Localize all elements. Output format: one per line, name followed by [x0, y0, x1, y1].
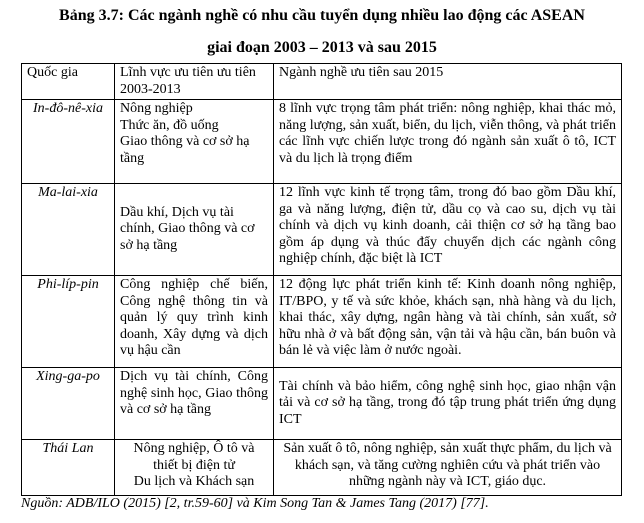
header-priority-2003-2013: Lĩnh vực ưu tiên ưu tiên 2003-2013: [115, 64, 274, 100]
sector-line: Nông nghiệp, Ô tô và thiết bị điện tử: [133, 441, 255, 473]
country-cell: Xing-ga-po: [22, 368, 115, 440]
header-country: Quốc gia: [22, 64, 115, 100]
sectors-cell: Công nghiệp chế biến, Công nghệ thông tin và quản lý quy trình kinh doanh, Xây dựng và dịch vụ hậu cần: [115, 276, 274, 368]
country-cell: Thái Lan: [22, 440, 115, 496]
sectors-cell: Dầu khí, Dịch vụ tài chính, Giao thông và cơ sở hạ tầng: [115, 184, 274, 276]
source-note: Nguồn: ADB/ILO (2015) [2, tr.59-60] và Kim Song Tan & James Tang (2017) [77].: [21, 496, 489, 511]
table-row: [22, 184, 622, 276]
table-row: [22, 368, 622, 440]
after-2015-cell: 12 động lực phát triển kinh tế: Kinh doanh nông nghiệp, IT/BPO, y tế và sức khỏe, khách sạn, nhà hàng và du lịch, khai thác, xây dựng, ngân hàng và tài chính, sản xuất, sở hữu nhà ở và bất động sản, vận tải và hậu cần, bán buôn và bán lẻ và việc làm ở nước ngoài.: [274, 276, 622, 368]
table-header-row: [22, 64, 622, 100]
country-cell: Phi-líp-pin: [22, 276, 115, 368]
sector-line: Giao thông và cơ sở hạ tầng: [120, 134, 250, 166]
sector-line: Du lịch và Khách sạn: [133, 474, 255, 489]
asean-sectors-table: [21, 63, 622, 496]
sector-line: Nông nghiệp: [120, 101, 193, 116]
table-row: [22, 440, 622, 496]
after-2015-cell: 8 lĩnh vực trọng tâm phát triển: nông nghiệp, khai thác mỏ, năng lượng, sản xuất, biển, du lịch, viễn thông, và phát triển các lĩnh vực chiến lược trong đó ngành sản xuất ô tô, ICT và du lịch là trọng điểm: [274, 100, 622, 184]
after-2015-cell: 12 lĩnh vực kinh tế trọng tâm, trong đó bao gồm Dầu khí, ga và năng lượng, điện tử, dầu cọ và cao su, dịch vụ tài chính và dịch vụ kinh doanh, cải thiện cơ sở hạ tầng bao gồm áp dụng và thúc đẩy chuyển dịch các ngành công nghiệp chính, đặc biệt là ICT: [274, 184, 622, 276]
sectors-cell: [115, 100, 274, 184]
header-priority-after-2015: Ngành nghề ưu tiên sau 2015: [274, 64, 622, 100]
country-cell: In-đô-nê-xia: [22, 100, 115, 184]
table-row: [22, 100, 622, 184]
table-row: [22, 276, 622, 368]
table-title-line-2: giai đoạn 2003 – 2013 và sau 2015: [207, 39, 437, 56]
table-title-line-1: Bảng 3.7: Các ngành nghề có nhu cầu tuyển dụng nhiều lao động các ASEAN: [59, 7, 585, 24]
country-cell: Ma-lai-xia: [22, 184, 115, 276]
sector-line: Thức ăn, đồ uống: [120, 117, 219, 133]
after-2015-cell: Tài chính và bảo hiểm, công nghệ sinh học, giao nhận vận tải và cơ sở hạ tầng, trong đó tập trung phát triển ứng dụng ICT: [274, 368, 622, 440]
sectors-cell: [115, 440, 274, 496]
sectors-cell: Dịch vụ tài chính, Công nghệ sinh học, Giao thông và cơ sở hạ tầng: [115, 368, 274, 440]
after-2015-cell: Sản xuất ô tô, nông nghiệp, sản xuất thực phẩm, du lịch và khách sạn, và tăng cường nghiên cứu và phát triển vào những ngành này và ICT, giáo dục.: [274, 440, 622, 496]
